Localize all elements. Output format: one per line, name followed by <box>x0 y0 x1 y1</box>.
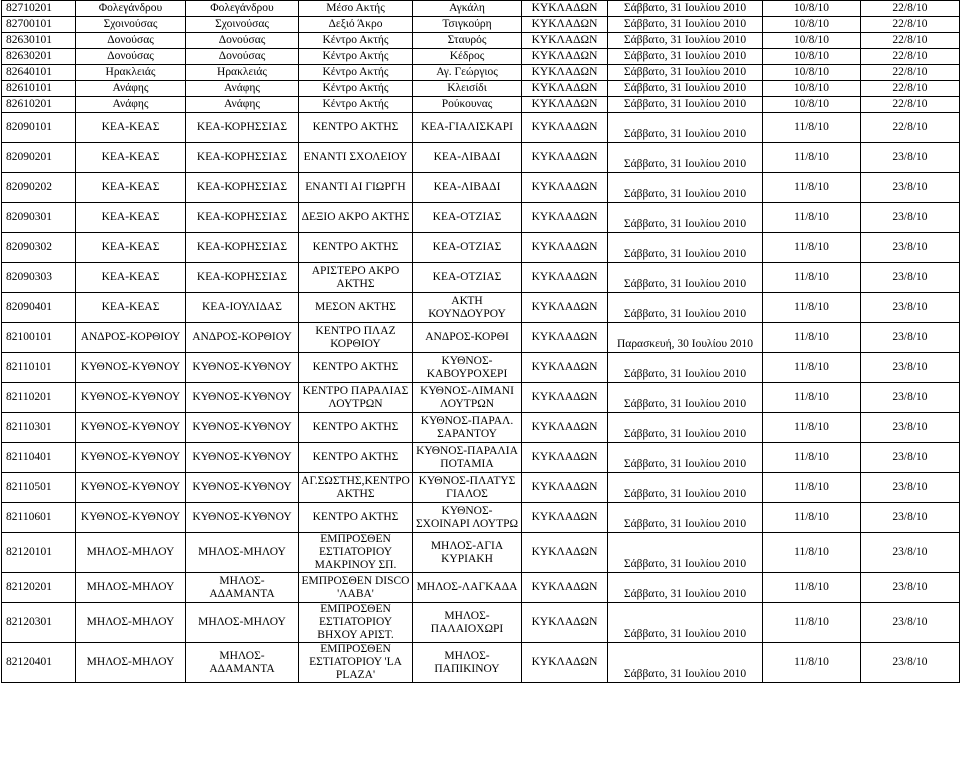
table-row <box>2 383 960 413</box>
beach-sampling-table <box>1 0 960 683</box>
community-cell: ΚΥΘΝΟΣ-ΚΥΘΝΟΥ <box>186 473 299 503</box>
community-cell: ΚΕΑ-ΚΟΡΗΣΣΙΑΣ <box>186 263 299 293</box>
station-code-cell: 82090202 <box>2 173 76 203</box>
sampling-date-cell: Σάββατο, 31 Ιουλίου 2010 <box>608 143 763 173</box>
end-date-cell: 22/8/10 <box>861 49 960 65</box>
location-cell: Κέντρο Ακτής <box>299 81 413 97</box>
region-cell: ΚΥΚΛΑΔΩΝ <box>522 143 608 173</box>
municipality-cell: ΜΗΛΟΣ-ΜΗΛΟΥ <box>76 643 186 683</box>
end-date-cell: 23/8/10 <box>861 323 960 353</box>
location-cell: ΜΕΣΟΝ ΑΚΤΗΣ <box>299 293 413 323</box>
sampling-date-cell: Σάββατο, 31 Ιουλίου 2010 <box>608 503 763 533</box>
end-date-cell: 22/8/10 <box>861 113 960 143</box>
beach-name-cell: ΚΕΑ-ΛΙΒΑΔΙ <box>413 173 522 203</box>
table-row <box>2 173 960 203</box>
region-cell: ΚΥΚΛΑΔΩΝ <box>522 81 608 97</box>
end-date-cell: 23/8/10 <box>861 443 960 473</box>
table-row <box>2 293 960 323</box>
end-date-cell: 23/8/10 <box>861 503 960 533</box>
sampling-date-cell: Σάββατο, 31 Ιουλίου 2010 <box>608 643 763 683</box>
station-code-cell: 82110101 <box>2 353 76 383</box>
table-row <box>2 413 960 443</box>
start-date-cell: 11/8/10 <box>763 473 861 503</box>
station-code-cell: 82090302 <box>2 233 76 263</box>
station-code-cell: 82090303 <box>2 263 76 293</box>
start-date-cell: 11/8/10 <box>763 263 861 293</box>
municipality-cell: Δονούσας <box>76 49 186 65</box>
table-row <box>2 323 960 353</box>
community-cell: ΚΥΘΝΟΣ-ΚΥΘΝΟΥ <box>186 503 299 533</box>
sampling-date-cell: Σάββατο, 31 Ιουλίου 2010 <box>608 173 763 203</box>
end-date-cell: 23/8/10 <box>861 573 960 603</box>
end-date-cell: 23/8/10 <box>861 603 960 643</box>
end-date-cell: 23/8/10 <box>861 143 960 173</box>
municipality-cell: Σχοινούσας <box>76 17 186 33</box>
sampling-date-cell: Σάββατο, 31 Ιουλίου 2010 <box>608 603 763 643</box>
start-date-cell: 11/8/10 <box>763 233 861 263</box>
table-row <box>2 503 960 533</box>
location-cell: ΕΜΠΡΟΣΘΕΝ ΕΣΤΙΑΤΟΡΙΟΥ 'LA PLAZA' <box>299 643 413 683</box>
table-row <box>2 443 960 473</box>
beach-name-cell: ΚΥΘΝΟΣ-ΛΙΜΑΝΙ ΛΟΥΤΡΩΝ <box>413 383 522 413</box>
start-date-cell: 10/8/10 <box>763 81 861 97</box>
region-cell: ΚΥΚΛΑΔΩΝ <box>522 17 608 33</box>
sampling-date-cell: Σάββατο, 31 Ιουλίου 2010 <box>608 81 763 97</box>
location-cell: ΚΕΝΤΡΟ ΑΚΤΗΣ <box>299 443 413 473</box>
community-cell: ΜΗΛΟΣ-ΜΗΛΟΥ <box>186 603 299 643</box>
community-cell: Φολεγάνδρου <box>186 1 299 17</box>
end-date-cell: 22/8/10 <box>861 33 960 49</box>
sampling-date-cell: Σάββατο, 31 Ιουλίου 2010 <box>608 97 763 113</box>
location-cell: ΑΓ.ΣΩΣΤΗΣ,ΚΕΝΤΡΟ ΑΚΤΗΣ <box>299 473 413 503</box>
location-cell: ΚΕΝΤΡΟ ΠΛΑΖ ΚΟΡΘΙΟΥ <box>299 323 413 353</box>
station-code-cell: 82110301 <box>2 413 76 443</box>
beach-name-cell: ΚΕΑ-ΟΤΖΙΑΣ <box>413 233 522 263</box>
sampling-date-cell: Σάββατο, 31 Ιουλίου 2010 <box>608 413 763 443</box>
sampling-date-cell: Σάββατο, 31 Ιουλίου 2010 <box>608 383 763 413</box>
location-cell: ΚΕΝΤΡΟ ΑΚΤΗΣ <box>299 413 413 443</box>
community-cell: ΜΗΛΟΣ-ΜΗΛΟΥ <box>186 533 299 573</box>
end-date-cell: 23/8/10 <box>861 173 960 203</box>
station-code-cell: 82110501 <box>2 473 76 503</box>
community-cell: ΚΕΑ-ΚΟΡΗΣΣΙΑΣ <box>186 173 299 203</box>
beach-name-cell: ΚΕΑ-ΛΙΒΑΔΙ <box>413 143 522 173</box>
start-date-cell: 10/8/10 <box>763 33 861 49</box>
sampling-date-cell: Σάββατο, 31 Ιουλίου 2010 <box>608 203 763 233</box>
location-cell: ΔΕΞΙΟ ΑΚΡΟ ΑΚΤΗΣ <box>299 203 413 233</box>
table-row <box>2 573 960 603</box>
start-date-cell: 11/8/10 <box>763 383 861 413</box>
table-row <box>2 97 960 113</box>
community-cell: Δονούσας <box>186 33 299 49</box>
beach-name-cell: ΚΥΘΝΟΣ-ΠΑΡΑΛΙΑ ΠΟΤΑΜΙΑ <box>413 443 522 473</box>
beach-name-cell: ΑΝΔΡΟΣ-ΚΟΡΘΙ <box>413 323 522 353</box>
table-row <box>2 203 960 233</box>
municipality-cell: ΚΥΘΝΟΣ-ΚΥΘΝΟΥ <box>76 413 186 443</box>
community-cell: ΚΥΘΝΟΣ-ΚΥΘΝΟΥ <box>186 383 299 413</box>
municipality-cell: ΚΕΑ-ΚΕΑΣ <box>76 143 186 173</box>
beach-name-cell: Κλεισίδι <box>413 81 522 97</box>
municipality-cell: Ηρακλειάς <box>76 65 186 81</box>
community-cell: Σχοινούσας <box>186 17 299 33</box>
start-date-cell: 11/8/10 <box>763 573 861 603</box>
community-cell: ΚΥΘΝΟΣ-ΚΥΘΝΟΥ <box>186 353 299 383</box>
sampling-date-cell: Σάββατο, 31 Ιουλίου 2010 <box>608 473 763 503</box>
community-cell: Ηρακλειάς <box>186 65 299 81</box>
municipality-cell: ΚΥΘΝΟΣ-ΚΥΘΝΟΥ <box>76 383 186 413</box>
location-cell: ΕΜΠΡΟΣΘΕΝ DISCO 'ΛΑΒΑ' <box>299 573 413 603</box>
location-cell: ΕΝΑΝΤΙ ΑΙ ΓΙΩΡΓΗ <box>299 173 413 203</box>
community-cell: ΚΕΑ-ΚΟΡΗΣΣΙΑΣ <box>186 143 299 173</box>
region-cell: ΚΥΚΛΑΔΩΝ <box>522 203 608 233</box>
table-row <box>2 49 960 65</box>
region-cell: ΚΥΚΛΑΔΩΝ <box>522 173 608 203</box>
community-cell: ΚΥΘΝΟΣ-ΚΥΘΝΟΥ <box>186 413 299 443</box>
end-date-cell: 22/8/10 <box>861 81 960 97</box>
sampling-date-cell: Σάββατο, 31 Ιουλίου 2010 <box>608 573 763 603</box>
station-code-cell: 82630201 <box>2 49 76 65</box>
end-date-cell: 23/8/10 <box>861 473 960 503</box>
region-cell: ΚΥΚΛΑΔΩΝ <box>522 97 608 113</box>
beach-name-cell: ΚΥΘΝΟΣ-ΠΛΑΤΥΣ ΓΙΑΛΟΣ <box>413 473 522 503</box>
region-cell: ΚΥΚΛΑΔΩΝ <box>522 573 608 603</box>
start-date-cell: 11/8/10 <box>763 113 861 143</box>
municipality-cell: ΚΥΘΝΟΣ-ΚΥΘΝΟΥ <box>76 353 186 383</box>
region-cell: ΚΥΚΛΑΔΩΝ <box>522 1 608 17</box>
sampling-date-cell: Σάββατο, 31 Ιουλίου 2010 <box>608 65 763 81</box>
station-code-cell: 82090301 <box>2 203 76 233</box>
station-code-cell: 82110601 <box>2 503 76 533</box>
sampling-date-cell: Σάββατο, 31 Ιουλίου 2010 <box>608 533 763 573</box>
region-cell: ΚΥΚΛΑΔΩΝ <box>522 603 608 643</box>
municipality-cell: ΚΕΑ-ΚΕΑΣ <box>76 263 186 293</box>
location-cell: Μέσο Ακτής <box>299 1 413 17</box>
station-code-cell: 82110401 <box>2 443 76 473</box>
station-code-cell: 82610201 <box>2 97 76 113</box>
municipality-cell: ΜΗΛΟΣ-ΜΗΛΟΥ <box>76 573 186 603</box>
station-code-cell: 82120201 <box>2 573 76 603</box>
region-cell: ΚΥΚΛΑΔΩΝ <box>522 293 608 323</box>
sampling-date-cell: Σάββατο, 31 Ιουλίου 2010 <box>608 293 763 323</box>
start-date-cell: 10/8/10 <box>763 17 861 33</box>
location-cell: ΚΕΝΤΡΟ ΑΚΤΗΣ <box>299 113 413 143</box>
station-code-cell: 82100101 <box>2 323 76 353</box>
start-date-cell: 11/8/10 <box>763 533 861 573</box>
table-row <box>2 233 960 263</box>
table-row <box>2 353 960 383</box>
municipality-cell: Ανάφης <box>76 97 186 113</box>
beach-name-cell: ΚΥΘΝΟΣ-ΣΧΟΙΝΑΡΙ ΛΟΥΤΡΩ <box>413 503 522 533</box>
table-row <box>2 33 960 49</box>
station-code-cell: 82700101 <box>2 17 76 33</box>
end-date-cell: 23/8/10 <box>861 293 960 323</box>
municipality-cell: ΚΥΘΝΟΣ-ΚΥΘΝΟΥ <box>76 473 186 503</box>
start-date-cell: 11/8/10 <box>763 603 861 643</box>
station-code-cell: 82120401 <box>2 643 76 683</box>
community-cell: ΜΗΛΟΣ-ΑΔΑΜΑΝΤΑ <box>186 643 299 683</box>
community-cell: ΑΝΔΡΟΣ-ΚΟΡΘΙΟΥ <box>186 323 299 353</box>
table-row <box>2 113 960 143</box>
municipality-cell: Φολεγάνδρου <box>76 1 186 17</box>
beach-name-cell: ΚΕΑ-ΟΤΖΙΑΣ <box>413 203 522 233</box>
location-cell: Δεξιό Άκρο <box>299 17 413 33</box>
location-cell: Κέντρο Ακτής <box>299 33 413 49</box>
table-row <box>2 603 960 643</box>
end-date-cell: 23/8/10 <box>861 643 960 683</box>
beach-name-cell: ΑΚΤΗ ΚΟΥΝΔΟΥΡΟΥ <box>413 293 522 323</box>
station-code-cell: 82710201 <box>2 1 76 17</box>
location-cell: ΑΡΙΣΤΕΡΟ ΑΚΡΟ ΑΚΤΗΣ <box>299 263 413 293</box>
start-date-cell: 11/8/10 <box>763 643 861 683</box>
region-cell: ΚΥΚΛΑΔΩΝ <box>522 263 608 293</box>
beach-name-cell: Ρούκουνας <box>413 97 522 113</box>
location-cell: ΚΕΝΤΡΟ ΑΚΤΗΣ <box>299 233 413 263</box>
end-date-cell: 22/8/10 <box>861 97 960 113</box>
table-row <box>2 473 960 503</box>
station-code-cell: 82120101 <box>2 533 76 573</box>
municipality-cell: ΚΥΘΝΟΣ-ΚΥΘΝΟΥ <box>76 503 186 533</box>
table-row <box>2 143 960 173</box>
table-row <box>2 643 960 683</box>
community-cell: ΚΕΑ-ΚΟΡΗΣΣΙΑΣ <box>186 203 299 233</box>
table-row <box>2 81 960 97</box>
start-date-cell: 11/8/10 <box>763 293 861 323</box>
municipality-cell: ΜΗΛΟΣ-ΜΗΛΟΥ <box>76 603 186 643</box>
start-date-cell: 11/8/10 <box>763 353 861 383</box>
municipality-cell: ΚΕΑ-ΚΕΑΣ <box>76 113 186 143</box>
region-cell: ΚΥΚΛΑΔΩΝ <box>522 383 608 413</box>
region-cell: ΚΥΚΛΑΔΩΝ <box>522 473 608 503</box>
sampling-date-cell: Σάββατο, 31 Ιουλίου 2010 <box>608 443 763 473</box>
start-date-cell: 10/8/10 <box>763 1 861 17</box>
beach-name-cell: Αγκάλη <box>413 1 522 17</box>
sampling-date-cell: Σάββατο, 31 Ιουλίου 2010 <box>608 1 763 17</box>
sampling-date-cell: Σάββατο, 31 Ιουλίου 2010 <box>608 17 763 33</box>
start-date-cell: 11/8/10 <box>763 143 861 173</box>
start-date-cell: 11/8/10 <box>763 323 861 353</box>
location-cell: ΚΕΝΤΡΟ ΑΚΤΗΣ <box>299 353 413 383</box>
end-date-cell: 23/8/10 <box>861 533 960 573</box>
table-body <box>2 1 960 683</box>
beach-name-cell: ΚΥΘΝΟΣ-ΚΑΒΟΥΡΟΧΕΡΙ <box>413 353 522 383</box>
table-row <box>2 17 960 33</box>
region-cell: ΚΥΚΛΑΔΩΝ <box>522 113 608 143</box>
location-cell: Κέντρο Ακτής <box>299 97 413 113</box>
table-row <box>2 533 960 573</box>
region-cell: ΚΥΚΛΑΔΩΝ <box>522 65 608 81</box>
start-date-cell: 10/8/10 <box>763 65 861 81</box>
end-date-cell: 23/8/10 <box>861 353 960 383</box>
community-cell: ΜΗΛΟΣ-ΑΔΑΜΑΝΤΑ <box>186 573 299 603</box>
sampling-date-cell: Σάββατο, 31 Ιουλίου 2010 <box>608 233 763 263</box>
station-code-cell: 82120301 <box>2 603 76 643</box>
region-cell: ΚΥΚΛΑΔΩΝ <box>522 413 608 443</box>
start-date-cell: 10/8/10 <box>763 49 861 65</box>
community-cell: Ανάφης <box>186 81 299 97</box>
municipality-cell: Ανάφης <box>76 81 186 97</box>
sampling-date-cell: Σάββατο, 31 Ιουλίου 2010 <box>608 33 763 49</box>
station-code-cell: 82090101 <box>2 113 76 143</box>
sampling-date-cell: Σάββατο, 31 Ιουλίου 2010 <box>608 113 763 143</box>
municipality-cell: ΚΥΘΝΟΣ-ΚΥΘΝΟΥ <box>76 443 186 473</box>
location-cell: ΕΜΠΡΟΣΘΕΝ ΕΣΤΙΑΤΟΡΙΟΥ ΜΑΚΡΙΝΟΥ ΣΠ. <box>299 533 413 573</box>
community-cell: ΚΕΑ-ΚΟΡΗΣΣΙΑΣ <box>186 233 299 263</box>
municipality-cell: ΚΕΑ-ΚΕΑΣ <box>76 173 186 203</box>
start-date-cell: 11/8/10 <box>763 203 861 233</box>
beach-name-cell: ΚΥΘΝΟΣ-ΠΑΡΑΛ. ΣΑΡΑΝΤΟΥ <box>413 413 522 443</box>
sampling-date-cell: Σάββατο, 31 Ιουλίου 2010 <box>608 263 763 293</box>
start-date-cell: 11/8/10 <box>763 413 861 443</box>
beach-name-cell: Σταυρός <box>413 33 522 49</box>
end-date-cell: 22/8/10 <box>861 17 960 33</box>
municipality-cell: ΚΕΑ-ΚΕΑΣ <box>76 233 186 263</box>
station-code-cell: 82640101 <box>2 65 76 81</box>
end-date-cell: 22/8/10 <box>861 1 960 17</box>
start-date-cell: 11/8/10 <box>763 503 861 533</box>
location-cell: Κέντρο Ακτής <box>299 65 413 81</box>
table-row <box>2 263 960 293</box>
beach-name-cell: ΜΗΛΟΣ-ΠΑΠΙΚΙΝΟΥ <box>413 643 522 683</box>
region-cell: ΚΥΚΛΑΔΩΝ <box>522 323 608 353</box>
location-cell: ΕΜΠΡΟΣΘΕΝ ΕΣΤΙΑΤΟΡΙΟΥ ΒΗΧΟΥ ΑΡΙΣΤ. <box>299 603 413 643</box>
station-code-cell: 82610101 <box>2 81 76 97</box>
beach-name-cell: Κέδρος <box>413 49 522 65</box>
end-date-cell: 23/8/10 <box>861 203 960 233</box>
region-cell: ΚΥΚΛΑΔΩΝ <box>522 33 608 49</box>
community-cell: ΚΕΑ-ΚΟΡΗΣΣΙΑΣ <box>186 113 299 143</box>
table-row <box>2 1 960 17</box>
community-cell: ΚΕΑ-ΙΟΥΛΙΔΑΣ <box>186 293 299 323</box>
region-cell: ΚΥΚΛΑΔΩΝ <box>522 503 608 533</box>
end-date-cell: 23/8/10 <box>861 413 960 443</box>
beach-name-cell: ΜΗΛΟΣ-ΑΓΙΑ ΚΥΡΙΑΚΗ <box>413 533 522 573</box>
beach-name-cell: ΜΗΛΟΣ-ΠΑΛΑΙΟΧΩΡΙ <box>413 603 522 643</box>
municipality-cell: ΚΕΑ-ΚΕΑΣ <box>76 293 186 323</box>
beach-name-cell: ΜΗΛΟΣ-ΛΑΓΚΑΔΑ <box>413 573 522 603</box>
table-row <box>2 65 960 81</box>
end-date-cell: 22/8/10 <box>861 65 960 81</box>
beach-name-cell: Αγ. Γεώργιος <box>413 65 522 81</box>
sampling-date-cell: Σάββατο, 31 Ιουλίου 2010 <box>608 353 763 383</box>
region-cell: ΚΥΚΛΑΔΩΝ <box>522 233 608 263</box>
end-date-cell: 23/8/10 <box>861 263 960 293</box>
location-cell: ΚΕΝΤΡΟ ΠΑΡΑΛΙΑΣ ΛΟΥΤΡΩΝ <box>299 383 413 413</box>
region-cell: ΚΥΚΛΑΔΩΝ <box>522 643 608 683</box>
start-date-cell: 10/8/10 <box>763 97 861 113</box>
beach-name-cell: ΚΕΑ-ΓΙΑΛΙΣΚΑΡΙ <box>413 113 522 143</box>
community-cell: Ανάφης <box>186 97 299 113</box>
station-code-cell: 82630101 <box>2 33 76 49</box>
sampling-date-cell: Παρασκευή, 30 Ιουλίου 2010 <box>608 323 763 353</box>
location-cell: ΕΝΑΝΤΙ ΣΧΟΛΕΙΟΥ <box>299 143 413 173</box>
beach-name-cell: ΚΕΑ-ΟΤΖΙΑΣ <box>413 263 522 293</box>
end-date-cell: 23/8/10 <box>861 383 960 413</box>
region-cell: ΚΥΚΛΑΔΩΝ <box>522 533 608 573</box>
municipality-cell: Δονούσας <box>76 33 186 49</box>
beach-name-cell: Τσιγκούρη <box>413 17 522 33</box>
region-cell: ΚΥΚΛΑΔΩΝ <box>522 49 608 65</box>
municipality-cell: ΚΕΑ-ΚΕΑΣ <box>76 203 186 233</box>
location-cell: ΚΕΝΤΡΟ ΑΚΤΗΣ <box>299 503 413 533</box>
end-date-cell: 23/8/10 <box>861 233 960 263</box>
sampling-date-cell: Σάββατο, 31 Ιουλίου 2010 <box>608 49 763 65</box>
region-cell: ΚΥΚΛΑΔΩΝ <box>522 443 608 473</box>
municipality-cell: ΑΝΔΡΟΣ-ΚΟΡΘΙΟΥ <box>76 323 186 353</box>
start-date-cell: 11/8/10 <box>763 173 861 203</box>
station-code-cell: 82090401 <box>2 293 76 323</box>
station-code-cell: 82110201 <box>2 383 76 413</box>
region-cell: ΚΥΚΛΑΔΩΝ <box>522 353 608 383</box>
community-cell: Δονούσας <box>186 49 299 65</box>
start-date-cell: 11/8/10 <box>763 443 861 473</box>
location-cell: Κέντρο Ακτής <box>299 49 413 65</box>
municipality-cell: ΜΗΛΟΣ-ΜΗΛΟΥ <box>76 533 186 573</box>
community-cell: ΚΥΘΝΟΣ-ΚΥΘΝΟΥ <box>186 443 299 473</box>
station-code-cell: 82090201 <box>2 143 76 173</box>
